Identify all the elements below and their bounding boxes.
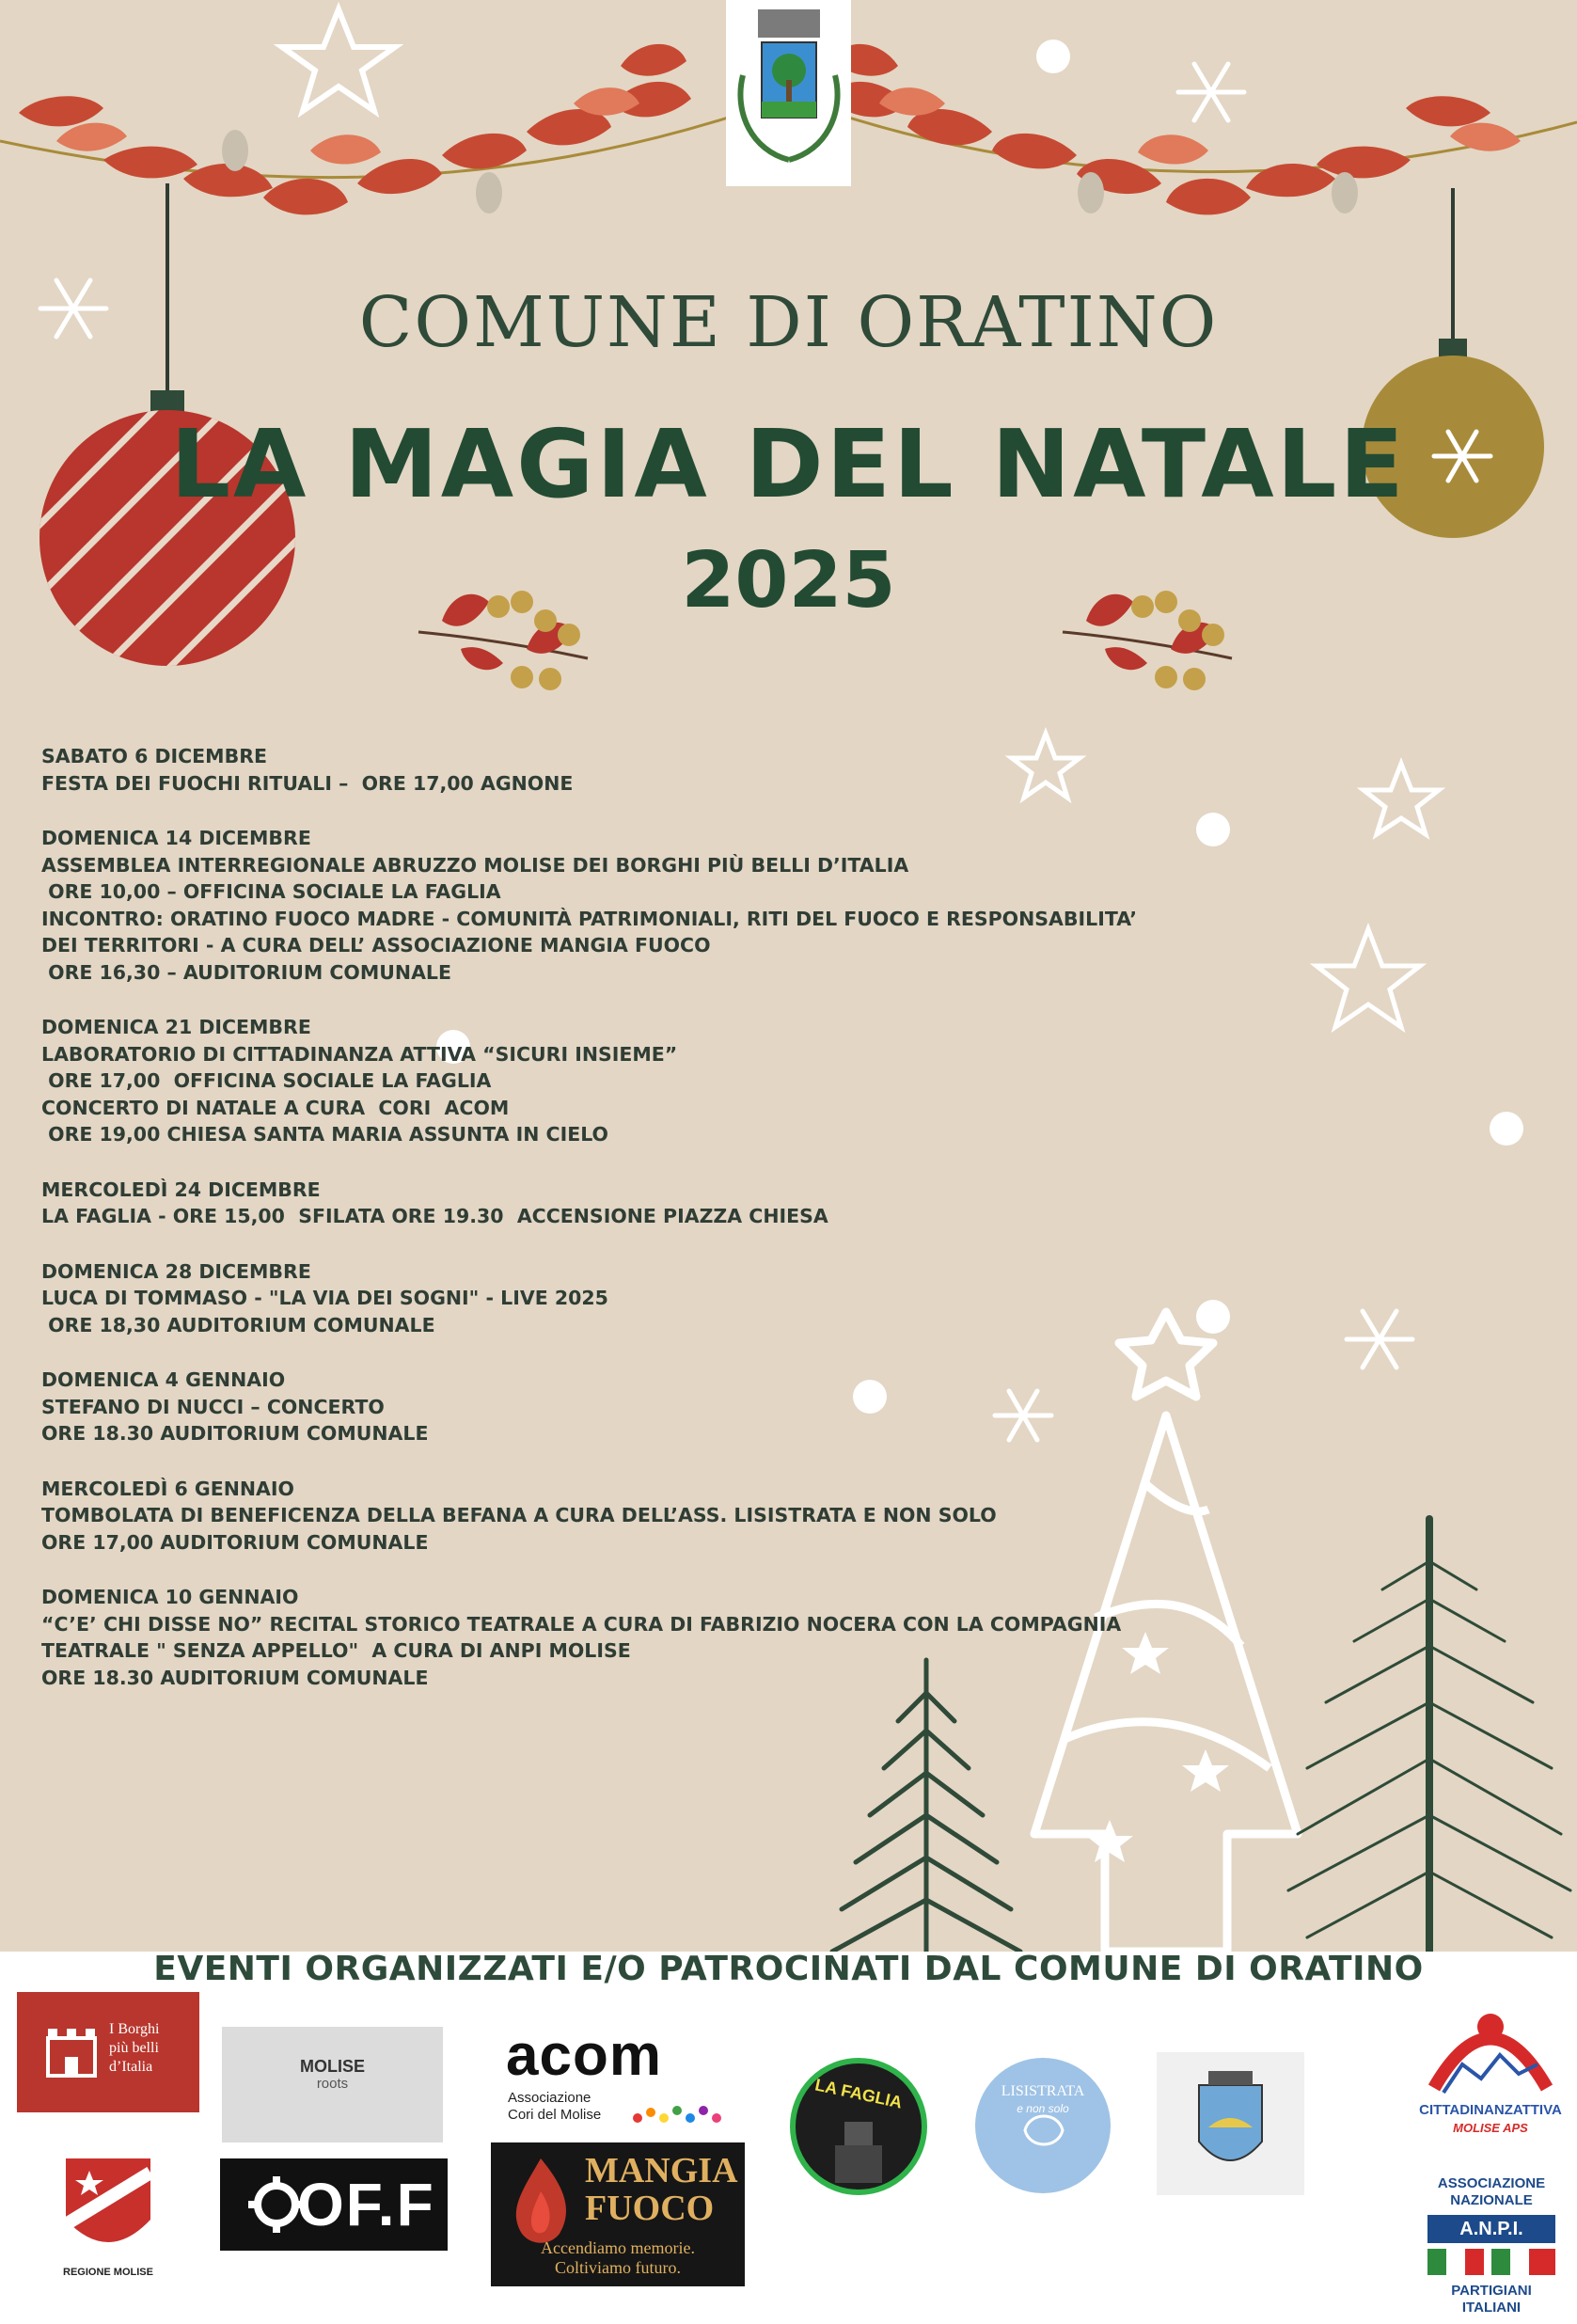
logo-text: NAZIONALE: [1450, 2192, 1533, 2208]
event-block: [41, 1584, 1122, 1691]
star-icon: [1317, 929, 1420, 1027]
events-list: [41, 743, 1138, 1719]
event-detail: ORE 18.30 AUDITORIUM COMUNALE: [41, 1422, 429, 1445]
event-detail: ORE 18.30 AUDITORIUM COMUNALE: [41, 1666, 429, 1689]
event-detail: FESTA DEI FUOCHI RITUALI – ORE 17,00 AGNONE: [41, 771, 574, 795]
logo-text: CITTADINANZATTIVA: [1419, 2102, 1562, 2118]
event-block: [41, 1014, 1085, 1148]
logo-text: MOLISE: [299, 2057, 365, 2076]
logo-text: LISISTRATA: [1001, 2083, 1085, 2099]
logo-mangia-fuoco: [491, 2142, 745, 2286]
logo-text: LA FAGLIA: [812, 2075, 905, 2112]
logo-text: acom: [506, 2023, 662, 2088]
event-detail: ORE 17,00 OFFICINA SOCIALE LA FAGLIA: [41, 1069, 492, 1092]
logo-off: [220, 2158, 448, 2251]
event-block: [41, 825, 1138, 986]
logo-text: REGIONE MOLISE: [63, 2267, 153, 2278]
logo-text: e non solo: [1017, 2102, 1069, 2115]
castle-icon: [43, 2024, 100, 2080]
logo-regione-molise: [47, 2154, 169, 2295]
logo-text: FUOCO: [585, 2189, 715, 2228]
regione-molise-shield: [47, 2154, 169, 2267]
logo-text: OF.F: [297, 2171, 435, 2238]
logo-lisistrata: [973, 2055, 1112, 2196]
logo-borghi-piu-belli: [17, 1992, 199, 2112]
event-block: [41, 1476, 1085, 1557]
green-pine-tree: [1288, 1519, 1570, 1952]
snowflake-icon: [1178, 64, 1244, 120]
event-detail: DEI TERRITORI - A CURA DELL’ ASSOCIAZIONE MANGIA FUOCO: [41, 934, 711, 956]
footer-title: EVENTI ORGANIZZATI E/O PATROCINATI DAL COMUNE DI ORATINO: [153, 1950, 1424, 1988]
flame-icon: [498, 2154, 583, 2248]
coat-of-arms-icon: [1157, 2052, 1304, 2195]
event-detail: ORE 17,00 AUDITORIUM COMUNALE: [41, 1530, 429, 1554]
logo-stemma: [1157, 2052, 1304, 2195]
event-block: [41, 1367, 1085, 1447]
event-detail: “C’E’ CHI DISSE NO” RECITAL STORICO TEATRALE A CURA DI FABRIZIO NOCERA CON LA COMPAGNIA: [41, 1612, 1122, 1636]
logo-molise-roots: [222, 2027, 443, 2142]
tricolore-flag-icon: [1427, 2249, 1555, 2275]
colored-dots-icon: [630, 2099, 733, 2127]
event-detail: INCONTRO: ORATINO FUOCO MADRE - COMUNITÀ PATRIMONIALI, RITI DEL FUOCO E RESPONSABILITA’: [41, 907, 1138, 930]
logo-text: Coltiviamo futuro.: [555, 2258, 681, 2277]
logo-text: PARTIGIANI: [1451, 2283, 1532, 2299]
event-block: [41, 743, 1085, 797]
logo-text: MANGIA: [585, 2151, 738, 2190]
logo-text: I Borghi: [109, 2021, 160, 2037]
event-date: MERCOLEDÌ 24 DICEMBRE: [41, 1178, 321, 1201]
event-date: DOMENICA 14 DICEMBRE: [41, 827, 311, 849]
event-detail: ASSEMBLEA INTERREGIONALE ABRUZZO MOLISE DEI BORGHI PIÙ BELLI D’ITALIA: [41, 853, 909, 877]
logo-text: MOLISE APS: [1453, 2121, 1528, 2135]
cittadinanzattiva-mark: [1406, 1999, 1575, 2102]
logo-text: d’Italia: [109, 2059, 153, 2075]
event-date: SABATO 6 DICEMBRE: [41, 745, 267, 767]
event-detail: ORE 19,00 CHIESA SANTA MARIA ASSUNTA IN CIELO: [41, 1123, 608, 1146]
event-detail: ORE 16,30 – AUDITORIUM COMUNALE: [41, 960, 451, 984]
logo-text: A.N.P.I.: [1427, 2215, 1555, 2243]
event-detail: LA FAGLIA - ORE 15,00 SFILATA ORE 19.30 ACCENSIONE PIAZZA CHIESA: [41, 1205, 828, 1227]
logo-text: Cori del Molise: [508, 2107, 602, 2123]
logo-cittadinanzattiva: [1406, 1999, 1575, 2154]
event-date: DOMENICA 4 GENNAIO: [41, 1368, 286, 1391]
event-detail: ORE 18,30 AUDITORIUM COMUNALE: [41, 1313, 435, 1336]
star-icon: [282, 9, 395, 111]
logo-anpi: [1418, 2175, 1565, 2324]
event-detail: STEFANO DI NUCCI – CONCERTO: [41, 1395, 385, 1418]
snowflake-icon: [1347, 1311, 1412, 1368]
comune-crest: [726, 0, 851, 186]
event-block: [41, 1177, 1085, 1230]
event-detail: LABORATORIO DI CITTADINANZA ATTIVA “SICURI INSIEME”: [41, 1042, 678, 1066]
comune-heading: COMUNE DI ORATINO: [358, 282, 1219, 363]
event-detail: ORE 10,00 – OFFICINA SOCIALE LA FAGLIA: [41, 880, 501, 903]
event-date: DOMENICA 28 DICEMBRE: [41, 1259, 311, 1283]
logo-acom: [498, 2022, 733, 2144]
lisistrata-badge: [973, 2055, 1112, 2196]
logo-text: più belli: [109, 2040, 159, 2056]
event-detail: TEATRALE " SENZA APPELLO" A CURA DI ANPI MOLISE: [41, 1639, 631, 1662]
year-heading: 2025: [681, 536, 896, 625]
event-block: [41, 1258, 1085, 1339]
logo-text: Associazione: [508, 2090, 591, 2106]
event-detail: CONCERTO DI NATALE A CURA CORI ACOM: [41, 1096, 510, 1119]
logo-text: Accendiamo memorie.: [541, 2238, 695, 2257]
event-date: MERCOLEDÌ 6 GENNAIO: [41, 1477, 294, 1500]
logo-text: ITALIANI: [1461, 2300, 1522, 2316]
event-date: DOMENICA 21 DICEMBRE: [41, 1016, 311, 1038]
logo-la-faglia: [788, 2056, 929, 2197]
logo-text: roots: [316, 2076, 349, 2092]
event-detail: TOMBOLATA DI BENEFICENZA DELLA BEFANA A CURA DELL’ASS. LISISTRATA E NON SOLO: [41, 1504, 997, 1526]
event-date: DOMENICA 10 GENNAIO: [41, 1586, 299, 1608]
page-title: LA MAGIA DEL NATALE: [170, 409, 1407, 519]
event-detail: LUCA DI TOMMASO - "LA VIA DEI SOGNI" - LIVE 2025: [41, 1287, 608, 1309]
logo-text: ASSOCIAZIONE: [1437, 2175, 1546, 2191]
star-icon: [1364, 764, 1439, 834]
gear-icon: [248, 2176, 305, 2233]
